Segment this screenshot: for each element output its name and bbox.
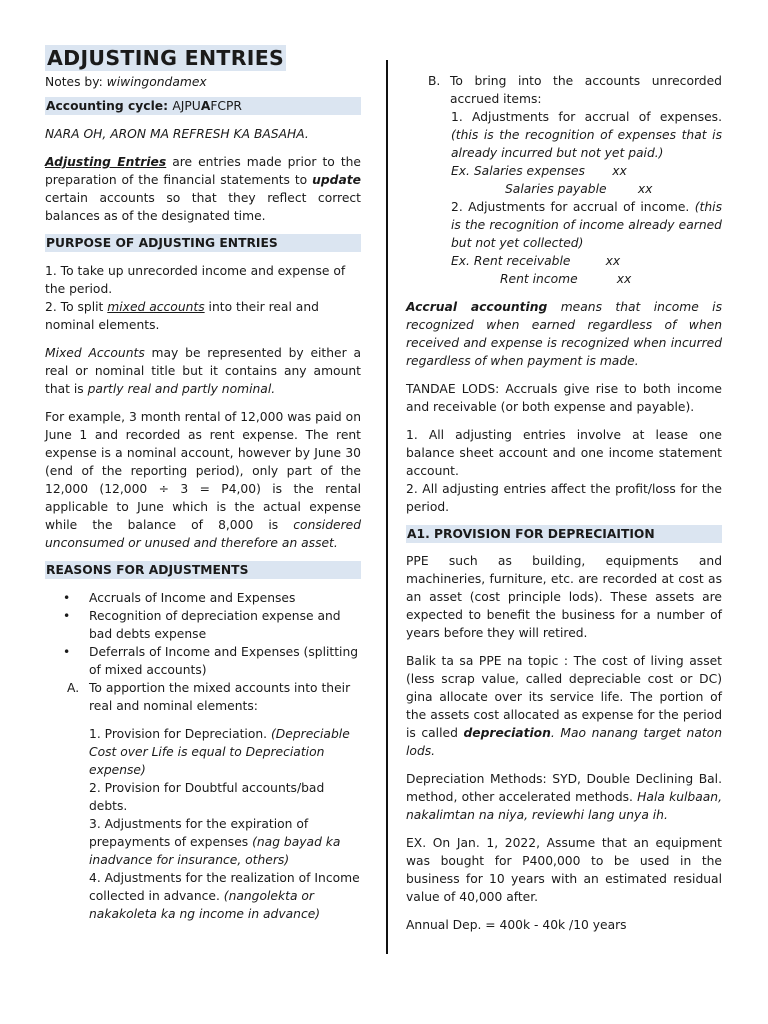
example-a: For example, 3 month rental of 12,000 was paid on June 1 and recorded as rent expense. The rent expense is a nominal account, however by June 30 (end of the reporting period), only part of the 12,000 (12,000 ÷ 3 = P4,00) is the rental applicable to June which is the actual expense while the balance of 8,000 is: [45, 410, 361, 532]
purpose-2c: into their real and nominal elements.: [45, 300, 319, 332]
nara-note: NARA OH, ARON MA REFRESH KA BASAHA.: [45, 127, 309, 141]
cycle-a: AJPU: [172, 99, 201, 113]
rule-2: 2. All adjusting entries affect the profit/loss for the period.: [406, 482, 722, 514]
item-a-text: To apportion the mixed accounts into their real and nominal elements:: [89, 681, 351, 713]
subitem-plain: 1. Provision for Depreciation.: [89, 727, 271, 741]
bullet-icon: •: [63, 591, 71, 605]
purpose-header: PURPOSE OF ADJUSTING ENTRIES: [45, 234, 361, 252]
mixed-accounts-paragraph: [45, 344, 361, 398]
cycle-colon: :: [163, 99, 173, 113]
subitem-plain: 4. Adjustments for the realization of Income collected in advance.: [89, 871, 360, 903]
example-b: considered unconsumed or unused and therefore an asset.: [45, 518, 361, 550]
list-item: [89, 779, 361, 815]
purpose-item-2: [45, 298, 361, 334]
methods-b: Hala kulbaan, nakalimtan na niya, reviewhi lang unya ih.: [406, 790, 722, 822]
item-a-subitems: [45, 725, 361, 923]
bullet-text: Accruals of Income and Expenses: [89, 591, 296, 605]
reasons-list: [45, 589, 361, 679]
balik-b: depreciation: [463, 726, 551, 740]
reasons-header: REASONS FOR ADJUSTMENTS: [45, 561, 361, 579]
ae-text-2: certain accounts so that they reflect correct balances as of the designated time.: [45, 191, 361, 223]
purpose-2b: mixed accounts: [107, 300, 205, 314]
b2-example-debit: Ex. Rent receivable xx: [451, 254, 621, 268]
left-column: [45, 45, 361, 923]
adjusting-entries-definition: [45, 153, 361, 225]
subitem-plain: 3. Adjustments for the expiration of prepayments of expenses: [89, 817, 309, 849]
subitem-plain: 2. Provision for Doubtful accounts/bad debts.: [89, 781, 325, 813]
list-item: [89, 725, 361, 779]
balik-a: Balik ta sa PPE na topic : The cost of living asset (less scrap value, called depreciable cost or DC) gina allocate over its service life. The portion of the assets cost allocated as expense for the period is called: [406, 654, 722, 740]
b2-example-credit: Rent income xx: [500, 272, 632, 286]
b1-example-debit: Ex. Salaries expenses xx: [451, 164, 627, 178]
tandae-paragraph: TANDAE LODS: Accruals give rise to both income and receivable (or both expense and payable).: [406, 382, 722, 414]
purpose-item-1: 1. To take up unrecorded income and expense of the period.: [45, 264, 346, 296]
list-item: [45, 589, 361, 607]
list-item: [45, 643, 361, 679]
list-item: [451, 198, 722, 252]
cycle-label: Accounting cycle: [46, 99, 164, 113]
ae-term: Adjusting Entries: [45, 155, 167, 169]
right-column: [406, 72, 722, 934]
b1-italic: (this is the recognition of expenses that is already incurred but not yet paid.): [451, 128, 722, 160]
b2-italic: (this is the recognition of income already earned but not yet collected): [451, 200, 722, 250]
item-b-mark: B.: [428, 74, 441, 88]
subitem-italic: (nangolekta or nakakoleta ka ng income in advance): [89, 889, 321, 921]
cycle-c: FCPR: [210, 99, 242, 113]
rule-1: 1. All adjusting entries involve at lease one balance sheet account and one income statement account.: [406, 428, 722, 478]
page-title: ADJUSTING ENTRIES: [47, 46, 285, 70]
annual-dep-formula: Annual Dep. = 400k - 40k /10 years: [406, 918, 627, 932]
ae-update: update: [312, 173, 361, 187]
item-b-text: To bring into the accounts unrecorded accrued items:: [450, 74, 722, 106]
example-paragraph: [45, 408, 361, 552]
b1-example-credit: Salaries payable xx: [505, 182, 653, 196]
accrual-term: Accrual accounting: [406, 300, 548, 314]
subitem-italic: (nag bayad ka inadvance for insurance, others): [89, 835, 341, 867]
bullet-icon: •: [63, 645, 71, 659]
cycle-b: A: [200, 99, 211, 113]
purpose-2a: 2. To split: [45, 300, 108, 314]
bullet-text: Deferrals of Income and Expenses (splitting of mixed accounts): [89, 645, 359, 677]
balik-c: . Mao nanang target naton lods.: [406, 726, 722, 758]
bullet-text: Recognition of depreciation expense and bad debts expense: [89, 609, 341, 641]
ae-text-1: are entries made prior to the preparation of the financial statements to: [45, 155, 362, 187]
item-b-subitems: [406, 108, 722, 288]
list-item: [451, 108, 722, 162]
column-divider: [386, 60, 388, 954]
b1-plain: 1. Adjustments for accrual of expenses.: [451, 110, 722, 124]
list-item: [89, 815, 361, 869]
notes-author: wiwingondamex: [106, 75, 207, 89]
subitem-italic: (Depreciable Cost over Life is equal to Depreciation expense): [89, 727, 350, 777]
accrual-text: means that income is recognized when earned regardless of when received and expense is recognized when incurred regardless of when payment is made.: [406, 300, 722, 368]
mixed-b: may be represented by either a real or nominal title but it contains any amount that is: [45, 346, 361, 396]
methods-paragraph: [406, 770, 722, 824]
item-b: [406, 72, 722, 108]
notes-line: [45, 73, 361, 91]
list-item: [89, 869, 361, 923]
ppe-paragraph: PPE such as building, equipments and machineries, furniture, etc. are recorded at cost as an asset (cost principle lods). These assets are expected to benefit the business for a number of years before they will retired.: [406, 554, 722, 640]
mixed-a: Mixed Accounts: [45, 346, 145, 360]
b2-plain: 2. Adjustments for accrual of income.: [451, 200, 695, 214]
example-equipment-paragraph: EX. On Jan. 1, 2022, Assume that an equipment was bought for P400,000 to be used in the business for 10 years with an estimated residual value of 40,000 after.: [406, 836, 722, 904]
item-a: [45, 679, 361, 715]
balik-paragraph: [406, 652, 722, 760]
item-a-mark: A.: [67, 681, 80, 695]
notes-prefix: Notes by:: [45, 75, 107, 89]
mixed-c: partly real and partly nominal.: [87, 382, 276, 396]
accrual-accounting-paragraph: [406, 298, 722, 370]
list-item: [45, 607, 361, 643]
bullet-icon: •: [63, 609, 71, 623]
accounting-cycle-line: [45, 97, 361, 115]
methods-a: Depreciation Methods: SYD, Double Declining Bal. method, other accelerated methods.: [406, 772, 722, 804]
depreciation-header: A1. PROVISION FOR DEPRECIAITION: [406, 525, 722, 543]
